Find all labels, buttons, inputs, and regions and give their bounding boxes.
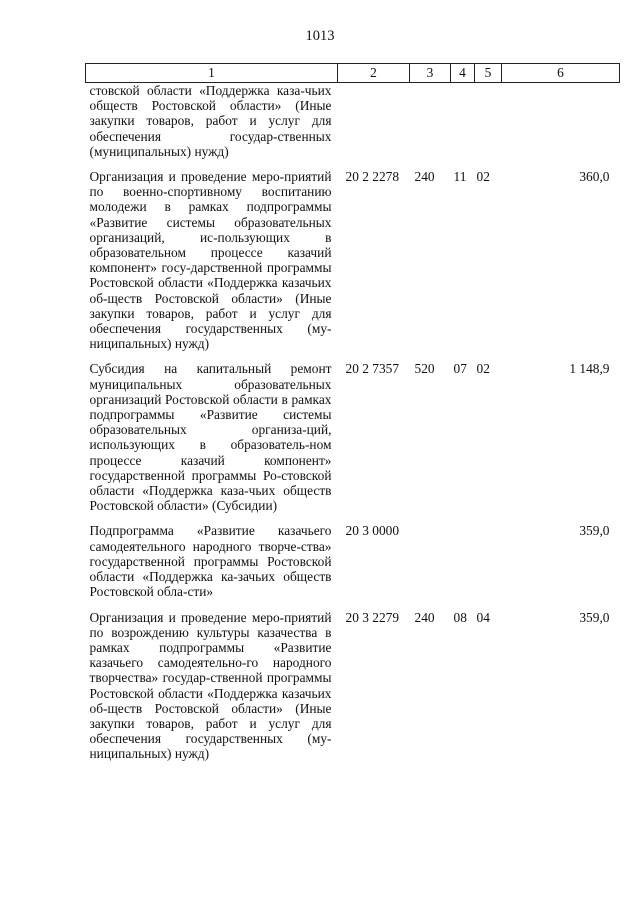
row-expense-type [410,83,451,160]
row-subsection: 02 [476,169,490,185]
row-section [451,83,475,160]
row-description: Подпрограмма «Развитие казачьего самодеятельного народного творче-ства» государственной программы Ростовской области «Поддержка ка-зачьих обществ Ростовской обла-сти» [89,523,332,600]
row-expense-type: 520 [414,361,435,377]
row-amount: 359,0 [579,523,610,539]
row-spacer [86,513,620,523]
row-amount: 1 148,9 [569,361,610,377]
page-number: 1013 [305,28,335,44]
table-header [86,64,620,83]
row-amount: 359,0 [579,609,610,625]
column-header-6: 6 [502,64,620,83]
row-section: 07 [453,361,467,377]
row-description: стовской области «Поддержка каза-чьих обществ Ростовской области» (Иные закупки товаров, работ и услуг для обеспечения государ-ственных (муниципальных) нужд) [89,83,332,159]
row-subsection: 02 [476,361,490,377]
row-target-code [338,83,410,160]
table-row [86,361,620,513]
column-header-1: 1 [86,64,338,83]
row-target-code: 20 3 2279 [345,609,400,625]
row-spacer [86,159,620,169]
budget-table [85,63,620,762]
row-expense-type: 240 [414,609,435,625]
column-header-4: 4 [451,64,475,83]
row-section: 08 [453,609,467,625]
column-header-5: 5 [475,64,502,83]
header-row [86,64,620,83]
row-target-code: 20 2 2278 [345,169,400,185]
row-target-code: 20 3 0000 [345,523,400,539]
column-header-2: 2 [338,64,410,83]
table-row [86,169,620,351]
row-section: 11 [453,169,467,185]
table-body [86,83,620,762]
row-section [451,523,475,599]
row-subsection [475,523,502,599]
row-target-code: 20 2 7357 [345,361,400,377]
row-spacer [86,351,620,361]
row-expense-type: 240 [414,169,435,185]
row-spacer [86,600,620,610]
row-description: Организация и проведение меро-приятий по возрождению культуры казачества в рамках подпрограммы «Развитие казачьего самодеятельно-го народного творчества» государ-ственной программы Ростовской области «Поддержка казачьих об-ществ Ростовской области» (Иные закупки товаров, работ и услуг для обеспечения государственных (му-ниципальных) нужд) [89,609,332,762]
row-amount [502,83,620,160]
row-description: Организация и проведение меро-приятий по военно-спортивному воспитанию молодежи в рамках подпрограммы «Развитие системы образовательных организаций, ис-пользующих в образовательном процессе казачий компонент» госу-дарственной программы Ростовской области «Поддержка казачьих об-ществ Ростовской области» (Иные закупки товаров, работ и услуг для обеспечения государственных (му-ниципальных) нужд) [89,169,332,352]
table-row [86,610,620,762]
table-row [86,83,620,160]
row-subsection: 04 [476,609,490,625]
table-row [86,523,620,599]
row-expense-type [410,523,451,599]
row-description: Субсидия на капитальный ремонт муниципальных образовательных организаций Ростовской области в рамках подпрограммы «Развитие системы образовательных организа-ций, использующих в образователь-ном процессе казачий компонент» государственной программы Ро-стовской области «Поддержка каза-чьих обществ Ростовской области» (Субсидии) [89,361,332,514]
row-subsection [475,83,502,160]
column-header-3: 3 [410,64,451,83]
row-amount: 360,0 [579,169,610,185]
